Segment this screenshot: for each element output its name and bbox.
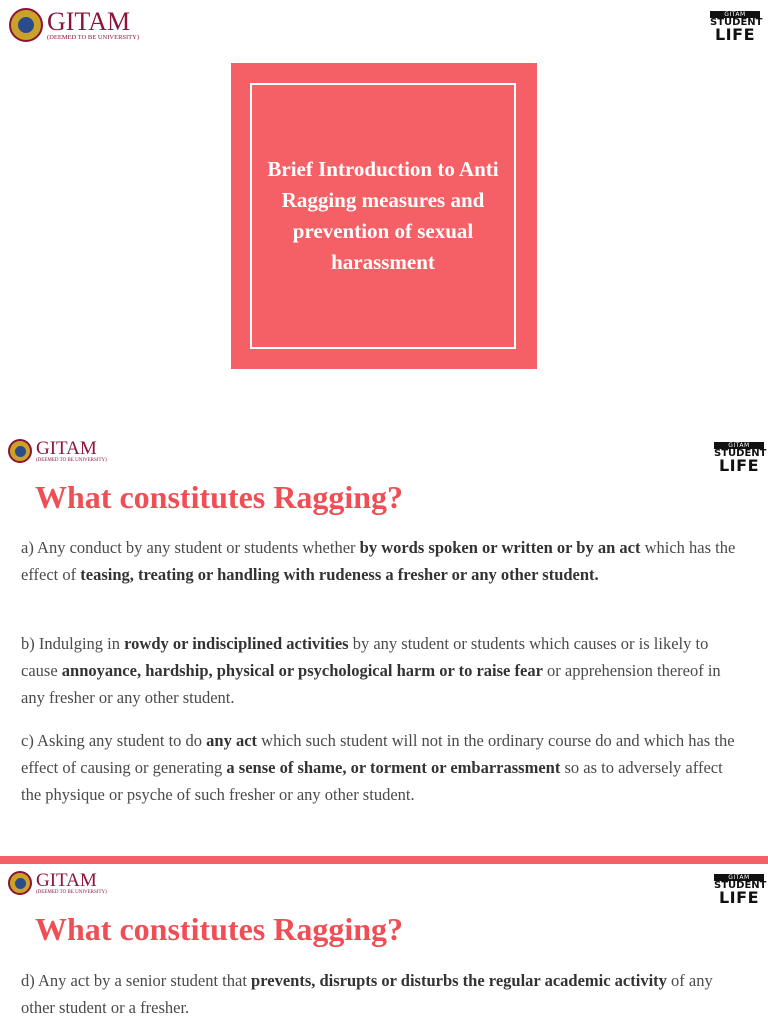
text: of any other student or a fresher. xyxy=(21,971,713,1017)
slide-heading: What constitutes Ragging? xyxy=(35,911,404,947)
emphasis: teasing, treating or handling with rudeness a fresher or any other student. xyxy=(80,565,599,584)
logo-subtitle: (DEEMED TO BE UNIVERSITY) xyxy=(36,890,107,895)
emphasis: annoyance, hardship, physical or psychological harm or to raise fear xyxy=(61,661,543,680)
slide-title: Brief Introduction to Anti Ragging measures and prevention of sexual harassment xyxy=(267,157,499,274)
gitam-seal-icon xyxy=(8,871,32,895)
gitam-logo xyxy=(8,439,107,463)
student-life-mid: STUDENT xyxy=(714,880,767,891)
student-life-logo xyxy=(714,874,767,907)
gitam-seal-icon xyxy=(8,439,32,463)
logo-name: GITAM xyxy=(47,6,131,36)
student-life-bot: LIFE xyxy=(718,456,759,475)
student-life-top: GITAM xyxy=(710,11,760,18)
slide-divider xyxy=(0,856,768,864)
emphasis: a sense of shame, or torment or embarrassment xyxy=(226,758,561,777)
student-life-bot: LIFE xyxy=(714,25,755,44)
student-life-logo xyxy=(710,11,763,44)
gitam-logo xyxy=(9,8,139,42)
emphasis: any act xyxy=(206,731,258,750)
paragraph-d xyxy=(21,967,746,1021)
student-life-bot: LIFE xyxy=(718,888,759,907)
slide-heading: What constitutes Ragging? xyxy=(35,479,404,515)
student-life-mid: STUDENT xyxy=(710,17,763,28)
logo-subtitle: (DEEMED TO BE UNIVERSITY) xyxy=(47,33,140,41)
text: so as to adversely affect the physique or psyche of such fresher or any other student. xyxy=(21,758,723,804)
text: which such student will not in the ordinary course do and which has the effect of causing or generating xyxy=(21,731,735,777)
logo-name: GITAM xyxy=(36,870,97,891)
emphasis: rowdy or indisciplined activities xyxy=(124,634,349,653)
text: d) Any act by a senior student that xyxy=(21,971,252,990)
gitam-seal-icon xyxy=(9,8,43,42)
emphasis: by words spoken or written or by an act xyxy=(359,538,641,557)
paragraph-b xyxy=(21,630,746,711)
logo-subtitle: (DEEMED TO BE UNIVERSITY) xyxy=(36,458,107,463)
title-box xyxy=(231,63,537,369)
student-life-top: GITAM xyxy=(714,442,764,449)
paragraph-a xyxy=(21,534,746,588)
text: b) Indulging in xyxy=(21,634,125,653)
student-life-logo xyxy=(714,442,767,475)
emphasis: prevents, disrupts or disturbs the regular academic activity xyxy=(251,971,667,990)
text: a) Any conduct by any student or students whether xyxy=(21,538,360,557)
student-life-top: GITAM xyxy=(714,874,764,881)
student-life-mid: STUDENT xyxy=(714,448,767,459)
text: or apprehension thereof in any fresher or any other student. xyxy=(21,661,721,707)
text: which has the effect of xyxy=(21,538,736,584)
text: by any student or students which causes or is likely to cause xyxy=(21,634,709,680)
logo-name: GITAM xyxy=(36,438,97,459)
title-frame xyxy=(250,83,516,349)
text: c) Asking any student to do xyxy=(21,731,207,750)
gitam-logo xyxy=(8,871,107,895)
paragraph-c xyxy=(21,727,746,808)
